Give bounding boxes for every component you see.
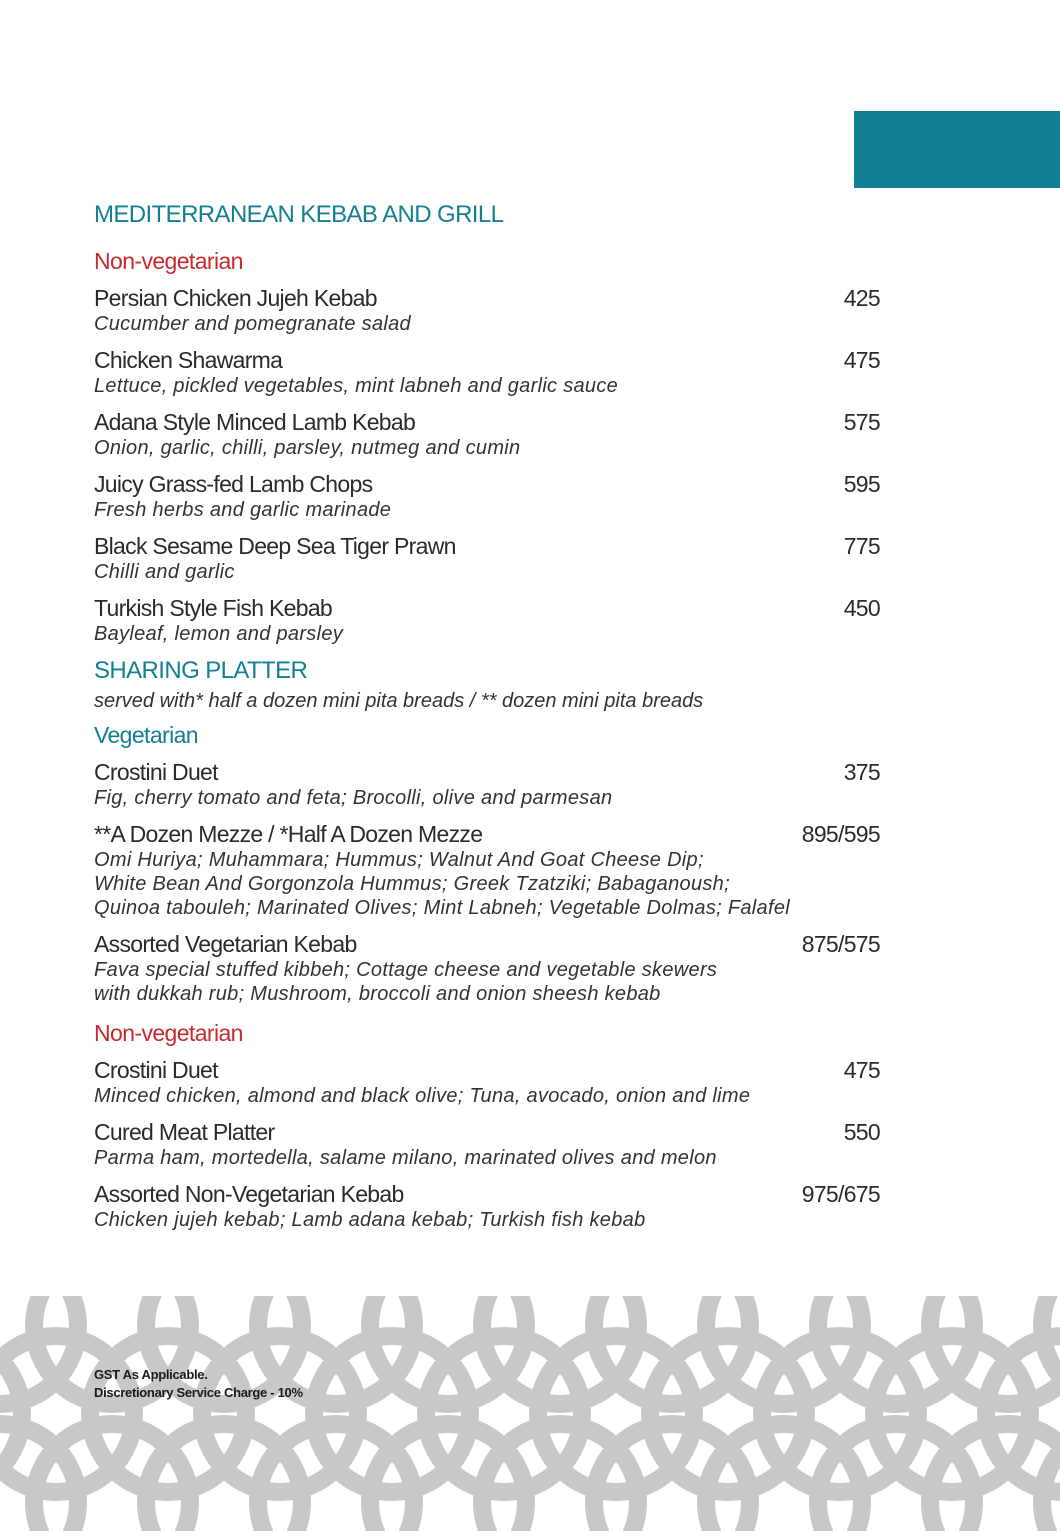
menu-item-price: 550 <box>843 1119 880 1145</box>
menu-item <box>94 532 880 584</box>
menu-item <box>94 594 880 646</box>
menu-item-header <box>94 346 880 374</box>
menu-item-price: 895/595 <box>801 821 880 847</box>
menu-item-name: Adana Style Minced Lamb Kebab <box>94 409 416 435</box>
menu-item <box>94 470 880 522</box>
menu-item-name: Persian Chicken Jujeh Kebab <box>94 285 377 311</box>
menu-item <box>94 930 880 1006</box>
menu-item-description: Chicken jujeh kebab; Lamb adana kebab; Turkish fish kebab <box>94 1209 646 1231</box>
menu-item-description: Quinoa tabouleh; Marinated Olives; Mint Labneh; Vegetable Dolmas; Falafel <box>94 897 790 919</box>
menu-item-description: Fig, cherry tomato and feta; Brocolli, olive and parmesan <box>94 787 613 809</box>
menu-item-header <box>94 470 880 498</box>
decorative-circle-pattern <box>0 1296 1060 1531</box>
menu-item-name: Chicken Shawarma <box>94 347 283 373</box>
menu-item-price: 595 <box>843 471 880 497</box>
menu-item-description: Cucumber and pomegranate salad <box>94 313 411 335</box>
menu-item-header <box>94 1180 880 1208</box>
subheading-vegetarian: Vegetarian <box>94 722 198 748</box>
menu-item <box>94 1118 880 1170</box>
menu-item-name: Assorted Non-Vegetarian Kebab <box>94 1181 404 1207</box>
menu-item-name: Turkish Style Fish Kebab <box>94 595 333 621</box>
menu-item-header <box>94 758 880 786</box>
menu-item-header <box>94 594 880 622</box>
subheading-non-vegetarian-platter: Non-vegetarian <box>94 1020 243 1046</box>
menu-item-price: 475 <box>843 1057 880 1083</box>
menu-item-name: Crostini Duet <box>94 1057 218 1083</box>
menu-item-header <box>94 930 880 958</box>
menu-item-price: 875/575 <box>801 931 880 957</box>
menu-item <box>94 820 880 920</box>
menu-item <box>94 408 880 460</box>
menu-item-description: Bayleaf, lemon and parsley <box>94 623 344 645</box>
kebab-grill-list <box>94 284 880 646</box>
menu-item-price: 425 <box>843 285 880 311</box>
menu-item-description: Omi Huriya; Muhammara; Hummus; Walnut And Goat Cheese Dip; <box>94 849 704 871</box>
menu-item-header <box>94 532 880 560</box>
menu-item-header <box>94 1118 880 1146</box>
menu-item <box>94 346 880 398</box>
gst-note: GST As Applicable. <box>94 1367 208 1382</box>
non-vegetarian-platter-list <box>94 1056 880 1232</box>
menu-item-description: Fava special stuffed kibbeh; Cottage cheese and vegetable skewers <box>94 959 718 981</box>
menu-item <box>94 1180 880 1232</box>
menu-item-description: Lettuce, pickled vegetables, mint labneh and garlic sauce <box>94 375 619 397</box>
menu-item-header <box>94 408 880 436</box>
menu-item-description: with dukkah rub; Mushroom, broccoli and onion sheesh kebab <box>94 983 661 1005</box>
menu-item-description: Minced chicken, almond and black olive; Tuna, avocado, onion and lime <box>94 1085 751 1107</box>
menu-item-price: 475 <box>843 347 880 373</box>
menu-item-description: Fresh herbs and garlic marinade <box>94 499 392 521</box>
menu-item-price: 975/675 <box>801 1181 880 1207</box>
menu-item-price: 450 <box>843 595 880 621</box>
menu-item-price: 575 <box>843 409 880 435</box>
menu-content <box>94 200 880 1242</box>
menu-item-header <box>94 820 880 848</box>
menu-item-description: Parma ham, mortedella, salame milano, marinated olives and melon <box>94 1147 717 1169</box>
menu-item-header <box>94 1056 880 1084</box>
menu-item-name: **A Dozen Mezze / *Half A Dozen Mezze <box>94 821 483 847</box>
teal-accent-block <box>854 111 1060 188</box>
section-title-sharing-platter: SHARING PLATTER <box>94 657 308 684</box>
menu-item <box>94 1056 880 1108</box>
service-charge-note: Discretionary Service Charge - 10% <box>94 1385 303 1400</box>
sharing-platter-note: served with* half a dozen mini pita breads / ** dozen mini pita breads <box>94 690 704 712</box>
menu-item-description: White Bean And Gorgonzola Hummus; Greek Tzatziki; Babaganoush; <box>94 873 730 895</box>
subheading-non-vegetarian: Non-vegetarian <box>94 248 243 274</box>
menu-item-name: Cured Meat Platter <box>94 1119 275 1145</box>
menu-item-name: Crostini Duet <box>94 759 218 785</box>
menu-item-price: 375 <box>843 759 880 785</box>
vegetarian-platter-list <box>94 758 880 1006</box>
menu-item-header <box>94 284 880 312</box>
menu-item-name: Assorted Vegetarian Kebab <box>94 931 357 957</box>
menu-item-name: Juicy Grass-fed Lamb Chops <box>94 471 373 497</box>
menu-item-name: Black Sesame Deep Sea Tiger Prawn <box>94 533 456 559</box>
menu-item-description: Onion, garlic, chilli, parsley, nutmeg and cumin <box>94 437 521 459</box>
footer-notes <box>94 1366 303 1402</box>
menu-item <box>94 284 880 336</box>
menu-item-description: Chilli and garlic <box>94 561 235 583</box>
menu-item-price: 775 <box>843 533 880 559</box>
section-title-kebab-grill: MEDITERRANEAN KEBAB AND GRILL <box>94 201 504 228</box>
menu-item <box>94 758 880 810</box>
